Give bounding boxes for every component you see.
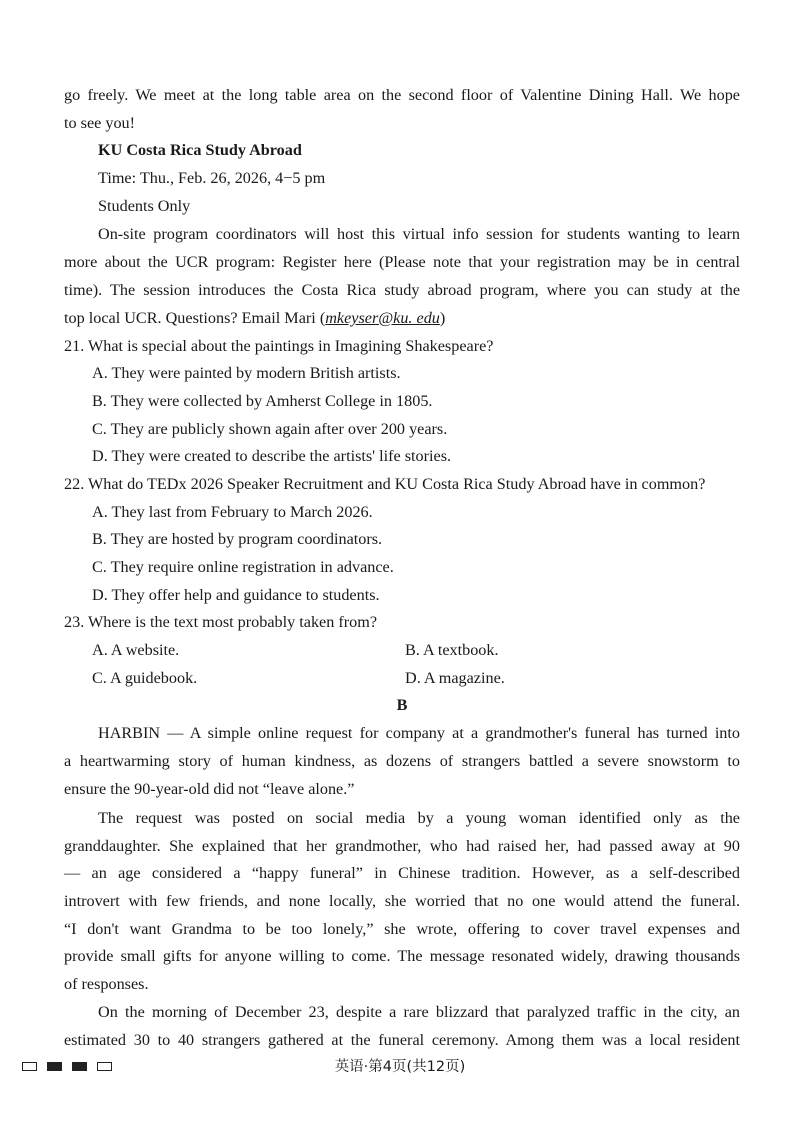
question-option[interactable]: C. They require online registration in advance. xyxy=(92,558,394,576)
event-title: KU Costa Rica Study Abroad xyxy=(98,141,302,159)
text-line: estimated 30 to 40 strangers gathered at the funeral ceremony. Among them was a local resident xyxy=(64,1031,740,1049)
text-line: more about the UCR program: Register here (Please note that your registration may be in central xyxy=(64,253,740,271)
question-option[interactable]: B. They are hosted by program coordinators. xyxy=(92,530,383,548)
text-line: — an age considered a “happy funeral” in Chinese tradition. However, as a self-described xyxy=(64,864,740,882)
question-stem: 21. What is special about the paintings in Imagining Shakespeare? xyxy=(64,337,494,355)
text-line: go freely. We meet at the long table area on the second floor of Valentine Dining Hall. We hope xyxy=(64,86,740,104)
question-option[interactable]: A. They were painted by modern British artists. xyxy=(92,364,401,382)
text-line: to see you! xyxy=(64,114,136,132)
question-option[interactable]: D. They offer help and guidance to students. xyxy=(92,586,380,604)
text-line: The request was posted on social media by a young woman identified only as the xyxy=(98,809,740,827)
text-line: “I don't want Grandma to be too lonely,” she wrote, offering to cover travel expenses and xyxy=(64,920,740,938)
question-option[interactable]: C. They are publicly shown again after over 200 years. xyxy=(92,420,448,438)
text-line xyxy=(64,308,740,328)
question-option[interactable]: D. A magazine. xyxy=(405,669,505,687)
text-line: On the morning of December 23, despite a rare blizzard that paralyzed traffic in the city, an xyxy=(98,1003,740,1021)
question-option[interactable]: B. A textbook. xyxy=(405,641,499,659)
page-number: 英语·第4页(共12页) xyxy=(334,1059,466,1075)
question-option[interactable]: D. They were created to describe the artists' life stories. xyxy=(92,447,452,465)
event-time: Time: Thu., Feb. 26, 2026, 4−5 pm xyxy=(98,169,326,187)
question-option[interactable]: C. A guidebook. xyxy=(92,669,198,687)
text-line: On-site program coordinators will host this virtual info session for students wanting to learn xyxy=(98,225,740,243)
question-option[interactable]: B. They were collected by Amherst College in 1805. xyxy=(92,392,433,410)
question-option[interactable]: A. They last from February to March 2026. xyxy=(92,503,373,521)
question-stem: 23. Where is the text most probably taken from? xyxy=(64,613,378,631)
email-link[interactable]: mkeyser@ku. edu xyxy=(325,309,440,327)
text-line: provide small gifts for anyone willing to come. The message resonated widely, drawing thousands xyxy=(64,947,740,965)
text-line: a heartwarming story of human kindness, as dozens of strangers battled a severe snowstorm to xyxy=(64,752,740,770)
text-line: HARBIN — A simple online request for company at a grandmother's funeral has turned into xyxy=(98,724,740,742)
text-line: time). The session introduces the Costa Rica study abroad program, where you can study at the xyxy=(64,281,740,299)
question-stem: 22. What do TEDx 2026 Speaker Recruitment and KU Costa Rica Study Abroad have in common? xyxy=(64,475,706,493)
email-suffix: ) xyxy=(439,309,446,327)
text-line: of responses. xyxy=(64,975,149,993)
question-option[interactable]: A. A website. xyxy=(92,641,180,659)
section-heading: B xyxy=(396,696,408,714)
email-prefix: top local UCR. Questions? Email Mari ( xyxy=(64,309,326,327)
text-line: ensure the 90-year-old did not “leave alone.” xyxy=(64,780,355,798)
text-line: granddaughter. She explained that her grandmother, who had raised her, had passed away at 90 xyxy=(64,837,740,855)
text-line: introvert with few friends, and none locally, she worried that no one would attend the funeral. xyxy=(64,892,740,910)
event-audience: Students Only xyxy=(98,197,191,215)
